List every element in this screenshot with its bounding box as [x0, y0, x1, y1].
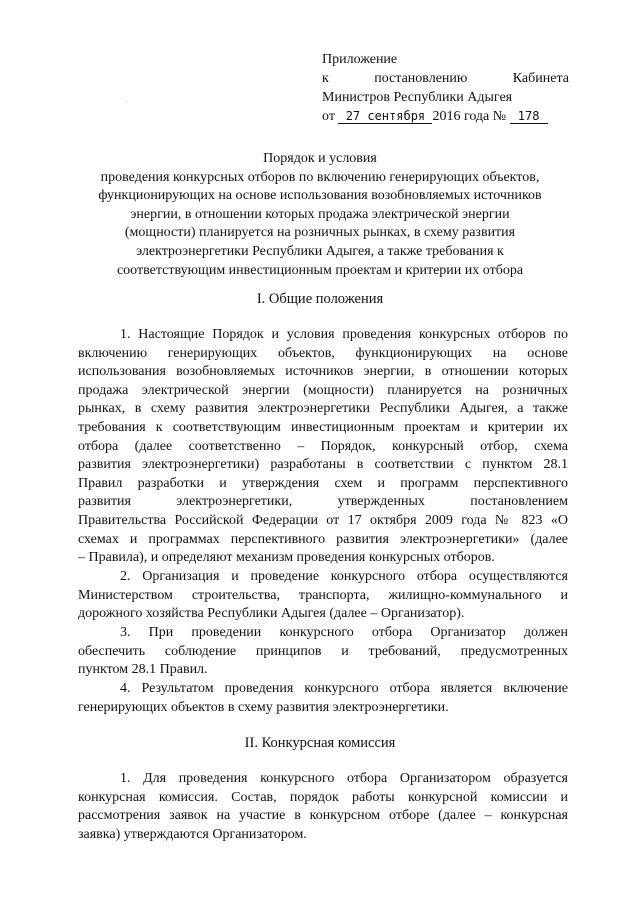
handwritten-date: 27 сентября [338, 109, 432, 124]
text-line: 3. При проведении конкурсного отбора Организатор должен [120, 625, 568, 640]
paragraph-1-4 [78, 680, 568, 717]
title-line: функционирующих на основе использования возобновляемых источников [98, 188, 542, 204]
appendix-ministers: Министров Республики Адыгея [322, 90, 513, 105]
text-line: Министерством строительства, транспорта, жилищно-коммунального и [78, 587, 568, 603]
title-line: Порядок и условия [263, 151, 377, 166]
text-line: конкурсная комиссия. Состав, порядок работы конкурсной комиссии и [78, 789, 568, 805]
text-line: обеспечить соблюдение принципов и требований, предусмотренных [78, 643, 568, 659]
scan-speck [126, 101, 127, 102]
text-line: 2. Организация и проведение конкурсного отбора осуществляются [120, 569, 568, 584]
paragraph-1-2 [78, 568, 568, 624]
text-line: требования к соответствующим инвестиционным проектам и критерии их [78, 419, 568, 435]
section-heading: I. Общие положения [256, 291, 384, 307]
handwritten-number: 178 [510, 109, 548, 124]
paragraph-1-1 [78, 326, 568, 568]
text-line: пунктом 28.1 Правил. [78, 662, 208, 678]
text-line: Правил разработки и утверждения схем и программ перспективного [78, 475, 568, 491]
title-line: энергии, в отношении которых продажа электрической энергии [130, 206, 510, 222]
text-line: 1. Для проведения конкурсного отбора Организатором образуется [120, 771, 568, 786]
paragraph-2-1 [78, 770, 568, 844]
document-title [70, 150, 570, 280]
appendix-word: к [322, 71, 329, 86]
appendix-title: Приложение [322, 52, 398, 67]
text-line: схемах и программах перспективного развития электроэнергетики» (далее [78, 531, 568, 547]
appendix-block [322, 50, 569, 126]
date-prefix: от [322, 109, 335, 124]
text-line: дорожного хозяйства Республики Адыгея (далее – Организатор). [78, 606, 465, 622]
text-line: использования возобновляемых источников энергии, в отношении которых [78, 364, 568, 380]
paragraph-1-3 [78, 624, 568, 680]
text-line: рассмотрения заявок на участие в конкурсном отборе (далее – конкурсная [78, 808, 568, 824]
text-line: Правительства Российской Федерации от 17 октября 2009 года № 823 «О [78, 512, 568, 528]
text-line: отбора (далее соответственно – Порядок, конкурсный отбор, схема [78, 438, 568, 454]
text-line: 1. Настоящие Порядок и условия проведения конкурсных отборов по [120, 327, 568, 342]
text-line: генерирующих объектов в схему развития электроэнергетики. [78, 699, 449, 715]
year-text: 2016 года № [432, 109, 507, 124]
title-line: (мощности) планируется на розничных рынках, в схему развития [124, 225, 516, 241]
appendix-word: постановлению [374, 71, 468, 86]
text-line: продажа электрической энергии (мощности) планируется на розничных [78, 382, 568, 398]
title-line: проведения конкурсных отборов по включению генерирующих объектов, [100, 169, 540, 185]
title-line: электроэнергетики Республики Адыгея, а также требования к [136, 243, 504, 259]
text-line: рынках, в схему развития электроэнергетики Республики Адыгея, а также [78, 401, 568, 417]
text-line: 4. Результатом проведения конкурсного отбора является включение [120, 681, 568, 696]
appendix-resolution-line [322, 69, 569, 88]
section-heading: II. Конкурсная комиссия [244, 735, 396, 751]
text-line: заявка) утверждаются Организатором. [78, 826, 307, 842]
appendix-date-line [322, 107, 569, 126]
title-line: соответствующим инвестиционным проектам и критерии их отбора [116, 262, 524, 278]
text-line: развития электроэнергетики, утвержденных постановлением [78, 494, 568, 510]
appendix-word: Кабинета [512, 71, 569, 86]
text-line: развития электроэнергетики) разработаны в соответствии с пунктом 28.1 [78, 457, 568, 473]
text-line: включению генерирующих объектов, функционирующих на основе [78, 345, 568, 361]
text-line: – Правила), и определяют механизм проведения конкурсных отборов. [78, 550, 495, 566]
